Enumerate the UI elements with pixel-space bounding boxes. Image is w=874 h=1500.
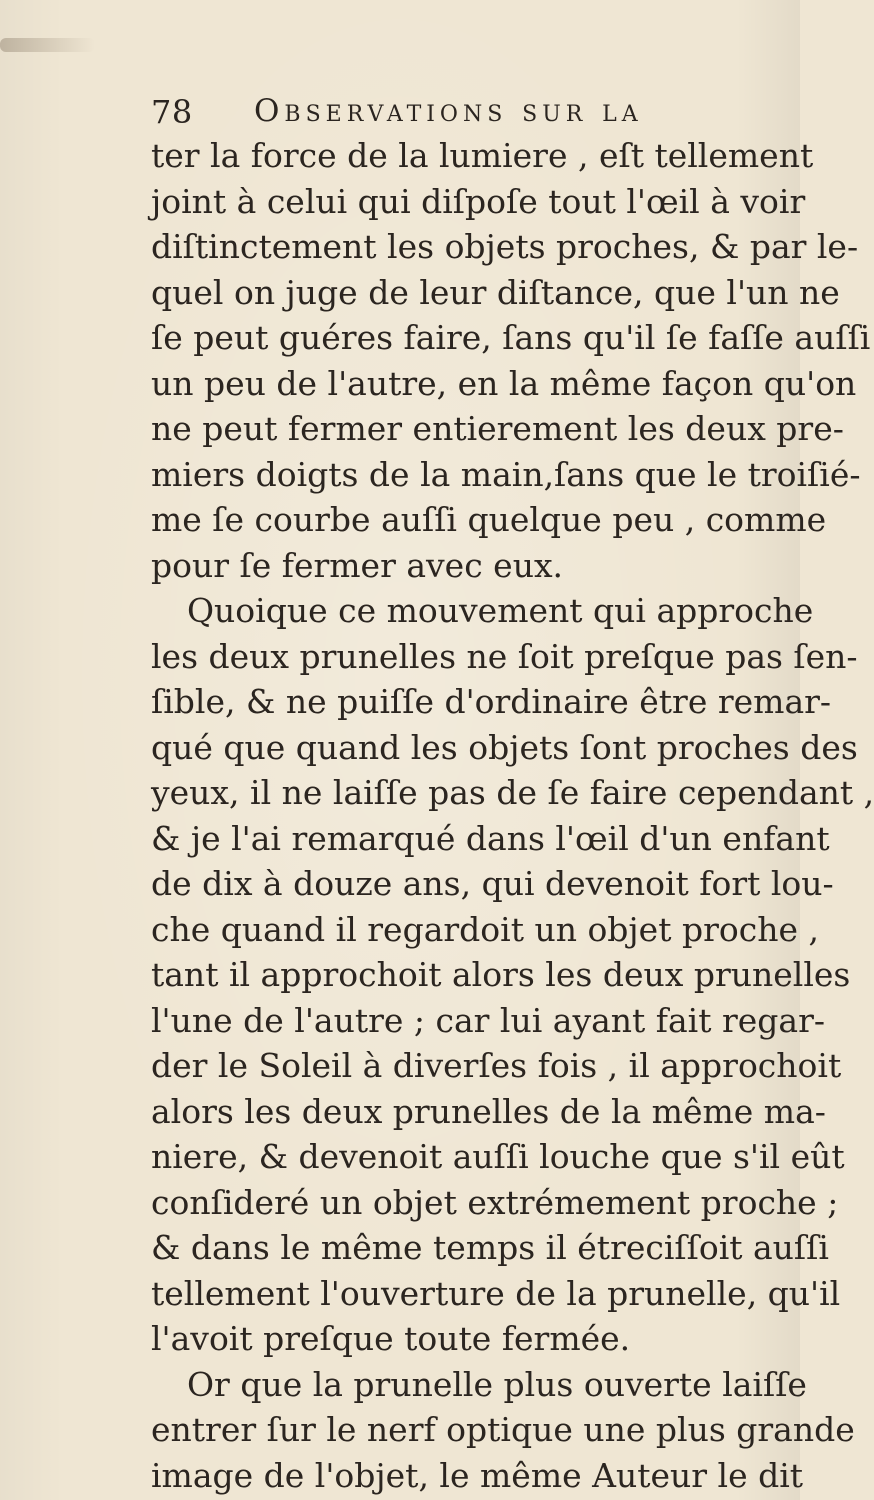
text-line: ſe peut guéres faire, ſans qu'il ſe faſſe auſſi [151, 318, 871, 357]
text-line: ſible, & ne puiſſe d'ordinaire être remar- [151, 682, 832, 721]
text-line: der le Soleil à diverſes fois , il approchoit [151, 1046, 842, 1085]
page-number: 78 [151, 93, 193, 131]
text-line: image de l'objet, le même Auteur le dit [151, 1455, 804, 1495]
text-line: ter la force de la lumiere , eſt tellement [151, 136, 814, 175]
text-line: les deux prunelles ne ſoit preſque pas ſen- [151, 636, 858, 676]
running-title: Observations sur la [254, 93, 643, 129]
text-line: niere, & devenoit auſſi louche que s'il eût [151, 1137, 845, 1176]
text-line: conſideré un objet extrémement proche ; [151, 1182, 839, 1222]
text-line: l'avoit preſque toute fermée. [151, 1319, 631, 1358]
paragraph-start-line: Quoique ce mouvement qui approche [187, 591, 814, 630]
text-line: entrer ſur le nerf optique une plus grande [151, 1410, 855, 1449]
text-line: un peu de l'autre, en la même façon qu'on [151, 363, 857, 403]
text-line: joint à celui qui diſpoſe tout l'œil à voir [151, 181, 806, 221]
text-line: qué que quand les objets ſont proches des [151, 727, 858, 767]
text-line: pour ſe fermer avec eux. [151, 545, 564, 585]
text-line: me ſe courbe auſſi quelque peu , comme [151, 500, 827, 539]
text-line: de dix à douze ans, qui devenoit fort lou- [151, 864, 834, 903]
text-line: tellement l'ouverture de la prunelle, qu'il [151, 1273, 841, 1313]
text-line: diſtinctement les objets proches, & par le- [151, 227, 859, 266]
text-line: alors les deux prunelles de la même ma- [151, 1091, 826, 1131]
paper-stain [0, 38, 95, 52]
text-line: tant il approchoit alors les deux prunelles [151, 955, 851, 994]
text-line: che quand il regardoit un objet proche , [151, 909, 819, 949]
paragraph-start-line: Or que la prunelle plus ouverte laiſſe [187, 1364, 807, 1404]
text-line: quel on juge de leur diſtance, que l'un ne [151, 272, 840, 312]
text-line: & dans le même temps il étreciſſoit auſſi [151, 1228, 829, 1267]
text-line: l'une de l'autre ; car lui ayant fait regar- [151, 1000, 826, 1040]
text-line: ne peut fermer entierement les deux pre- [151, 409, 844, 448]
text-line: yeux, il ne laiſſe pas de ſe faire cependant , [151, 773, 874, 812]
body-text [151, 133, 874, 1498]
text-line: miers doigts de la main,ſans que le troiſié- [151, 454, 861, 494]
text-line: & je l'ai remarqué dans l'œil d'un enfant [151, 818, 830, 858]
